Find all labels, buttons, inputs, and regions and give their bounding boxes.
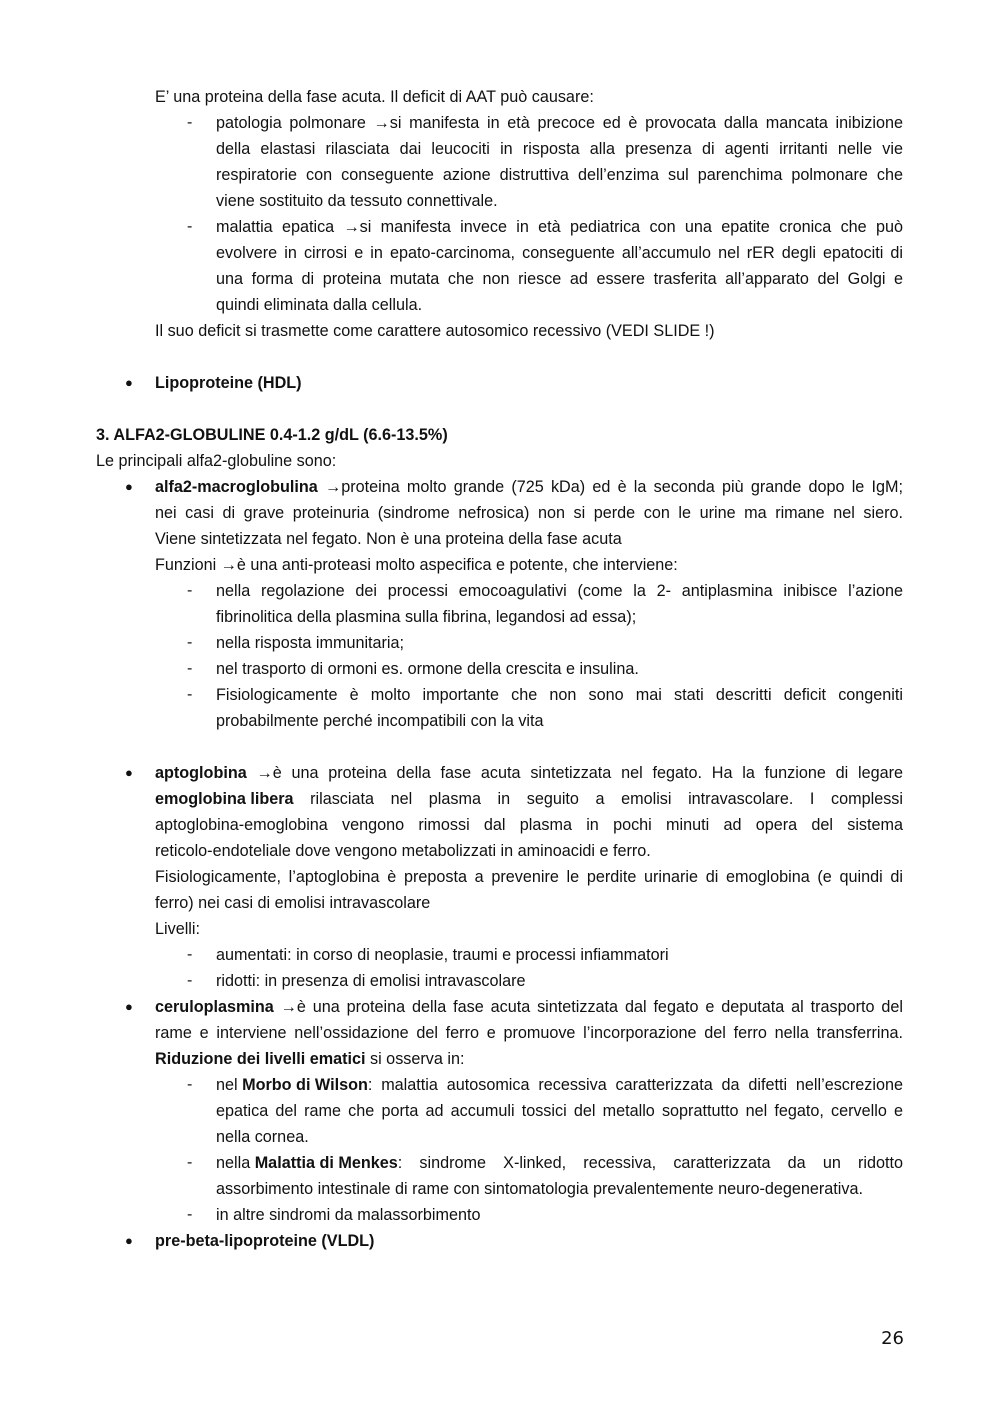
reduction-rest: si osserva in: [365, 1050, 465, 1068]
bullet: ● [125, 1233, 133, 1248]
menkes-pre: nella [216, 1154, 255, 1172]
apto-line1 [155, 760, 903, 786]
macro-functions: Funzioni →è una anti-proteasi molto aspecifica e potente, che interviene: [155, 556, 678, 574]
aat-liver-line: evolvere in cirrosi e in epato-carcinoma, conseguente all’accumulo nel rER degli epatociti di [216, 244, 903, 262]
wilson-line: nella cornea. [216, 1128, 309, 1146]
cerulo-line1-rest: →è una proteina della fase acuta sintetizzata dal fegato e deputata al trasporto del [273, 998, 903, 1016]
apto-line: Fisiologicamente, l’aptoglobina è preposta a prevenire le perdite urinarie di emoglobina (e quindi di [155, 868, 903, 886]
macro-line1-rest: →proteina molto grande (725 kDa) ed è la seconda più grande dopo le IgM; [317, 478, 903, 496]
dash: - [187, 634, 193, 651]
dash: - [187, 114, 193, 131]
wilson-term: Morbo di Wilson [242, 1076, 368, 1094]
cerulo-reduction [155, 1046, 464, 1072]
bullet: ● [125, 999, 133, 1014]
menkes-line: assorbimento intestinale di rame con sintomatologia prevalentemente neuro-degenerativa. [216, 1180, 863, 1198]
aat-liver-line: una forma di proteina mutata che non riesce ad essere trasferita all’apparato del Golgi e [216, 270, 903, 288]
aat-pulm-line: respiratorie con conseguente azione distruttiva dell’enzima sul parenchima polmonare che [216, 166, 903, 184]
apto-line1-rest: →è una proteina della fase acuta sintetizzata nel fegato. Ha la funzione di legare [246, 764, 903, 782]
dash: - [187, 1154, 193, 1171]
apto-item: aumentati: in corso di neoplasie, traumi e processi infiammatori [216, 946, 669, 964]
aat-pulm-line: patologia polmonare →si manifesta in età precoce ed è provocata dalla mancata inibizione [216, 114, 903, 132]
section-heading: 3. ALFA2-GLOBULINE 0.4-1.2 g/dL (6.6-13.5%) [96, 426, 448, 444]
bullet: ● [125, 765, 133, 780]
macro-line: nei casi di grave proteinuria (sindrome nefrosica) non si perde con le urine ma rimane nel siero. [155, 504, 903, 522]
bullet: ● [125, 375, 133, 390]
dash: - [187, 218, 193, 235]
dash: - [187, 946, 193, 963]
wilson-pre: nel [216, 1076, 243, 1094]
wilson-line1 [216, 1072, 903, 1098]
wilson-rest: : malattia autosomica recessiva caratterizzata da difetti nell’escrezione [367, 1076, 903, 1094]
aat-pulm-line: della elastasi rilasciata dai leucociti in risposta alla presenza di agenti irritanti nelle vie [216, 140, 903, 158]
apto-item: ridotti: in presenza di emolisi intravascolare [216, 972, 526, 990]
menkes-rest: : sindrome X-linked, recessiva, caratterizzata da un ridotto [397, 1154, 903, 1172]
apto-line: aptoglobina-emoglobina vengono rimossi dal plasma in pochi minuti ad opera del sistema [155, 816, 903, 834]
cerulo-line1 [155, 994, 903, 1020]
dash: - [187, 1076, 193, 1093]
apto-line: ferro) nei casi di emolisi intravascolare [155, 894, 431, 912]
apto-term: aptoglobina [155, 764, 247, 782]
macro-item: probabilmente perché incompatibili con la vita [216, 712, 544, 730]
macro-item: nella risposta immunitaria; [216, 634, 405, 652]
aat-intro: E’ una proteina della fase acuta. Il deficit di AAT può causare: [155, 88, 594, 106]
vldl-item: pre-beta-lipoproteine (VLDL) [155, 1232, 375, 1250]
menkes-line1 [216, 1150, 903, 1176]
apto-line2-rest: rilasciata nel plasma in seguito a emolisi intravascolare. I complessi [293, 790, 903, 808]
apto-line2 [155, 786, 903, 812]
bullet: ● [125, 479, 133, 494]
cerulo-line: rame e interviene nell’ossidazione del ferro e promuove l’incorporazione del ferro nella transferrina. [155, 1024, 903, 1042]
macro-item: nel trasporto di ormoni es. ormone della crescita e insulina. [216, 660, 639, 678]
cerulo-other: in altre sindromi da malassorbimento [216, 1206, 481, 1224]
macro-item: fibrinolitica della plasmina sulla fibrina, legandosi ad essa); [216, 608, 637, 626]
dash: - [187, 972, 193, 989]
aat-liver-line: quindi eliminata dalla cellula. [216, 296, 423, 314]
hdl-item: Lipoproteine (HDL) [155, 374, 302, 392]
cerulo-term: ceruloplasmina [155, 998, 274, 1016]
section-intro: Le principali alfa2-globuline sono: [96, 452, 337, 470]
dash: - [187, 660, 193, 677]
page-number: 26 [881, 1328, 904, 1349]
aat-inheritance: Il suo deficit si trasmette come carattere autosomico recessivo (VEDI SLIDE !) [155, 322, 715, 340]
macro-item: Fisiologicamente è molto importante che non sono mai stati descritti deficit congeniti [216, 686, 903, 704]
aat-liver-line: malattia epatica →si manifesta invece in età pediatrica con una epatite cronica che può [216, 218, 903, 236]
aat-pulm-line: viene sostituito da tessuto connettivale. [216, 192, 498, 210]
dash: - [187, 686, 193, 703]
apto-term2: emoglobina libera [155, 790, 294, 808]
macro-term: alfa2-macroglobulina [155, 478, 318, 496]
dash: - [187, 1206, 193, 1223]
apto-levels: Livelli: [155, 920, 200, 938]
dash: - [187, 582, 193, 599]
macro-line1 [155, 474, 903, 500]
macro-item: nella regolazione dei processi emocoagulativi (come la 2- antiplasmina inibisce l’azione [216, 582, 903, 600]
macro-line: Viene sintetizzata nel fegato. Non è una proteina della fase acuta [155, 530, 622, 548]
wilson-line: epatica del rame che porta ad accumuli tossici del metallo soprattutto nel fegato, cervello e [216, 1102, 903, 1120]
menkes-term: Malattia di Menkes [254, 1154, 398, 1172]
apto-line: reticolo-endoteliale dove vengono metabolizzati in aminoacidi e ferro. [155, 842, 651, 860]
reduction-term: Riduzione dei livelli ematici [155, 1050, 366, 1068]
